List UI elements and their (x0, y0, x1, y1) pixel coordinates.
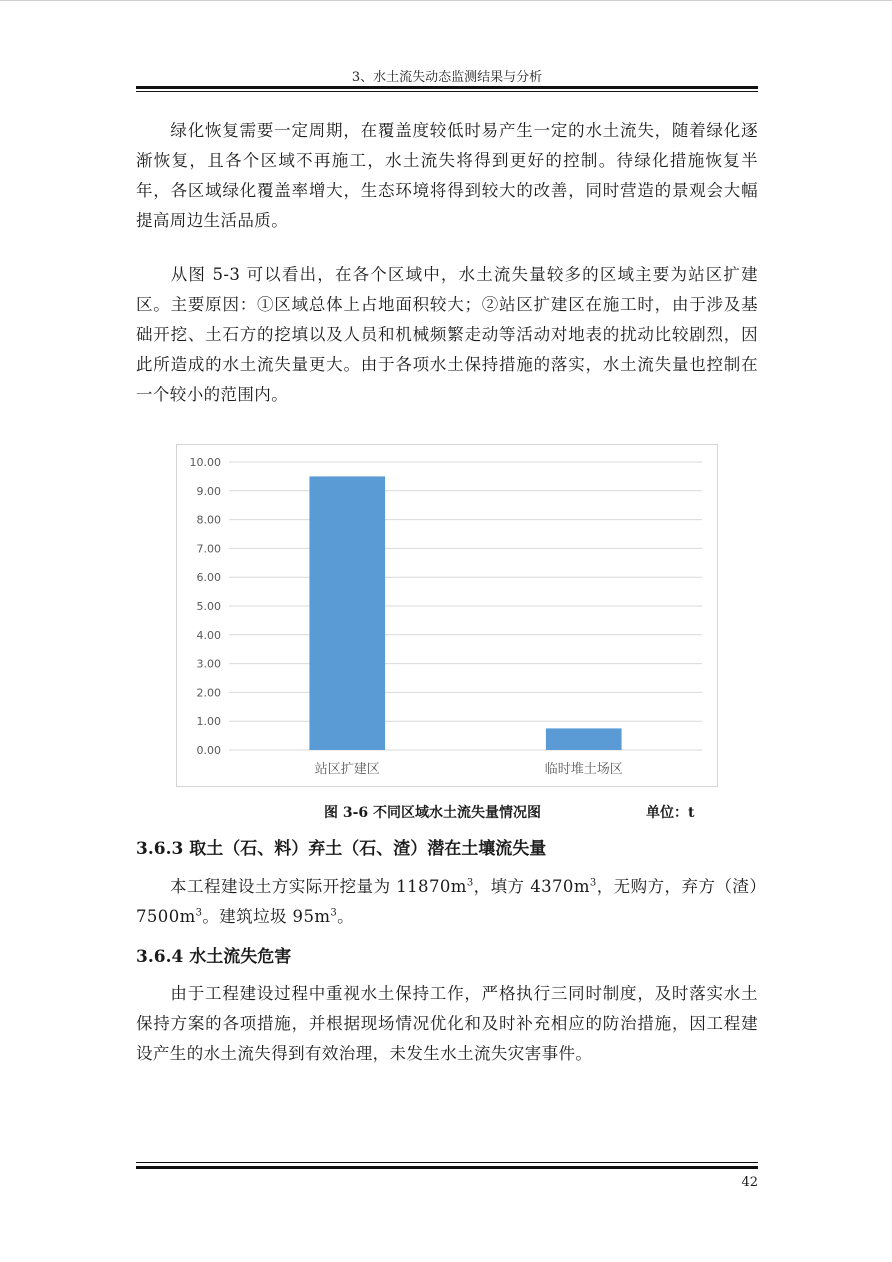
superscript-3: 3 (195, 907, 203, 919)
heading-3-6-4: 3.6.4 水土流失危害 (136, 947, 292, 967)
running-header: 3、水土流失动态监测结果与分析 (351, 70, 543, 85)
paragraph-hazard (136, 979, 758, 1069)
earthwork-fill: ，填方 4370m (473, 877, 590, 896)
y-tick-label: 1.00 (196, 715, 221, 729)
x-category-label: 站区扩建区 (314, 762, 380, 777)
y-tick-label: 9.00 (196, 484, 221, 498)
superscript-3: 3 (589, 877, 597, 889)
y-tick-label: 3.00 (196, 657, 221, 671)
figure-caption-row (136, 802, 758, 824)
y-tick-label: 10.00 (189, 456, 221, 469)
footer-rule-thin (136, 1162, 758, 1163)
superscript-3: 3 (330, 907, 338, 919)
paragraph-greening-text: 绿化恢复需要一定周期，在覆盖度较低时易产生一定的水土流失，随着绿化逐渐恢复，且各个区域不再施工，水土流失将得到更好的控制。待绿化措施恢复半年，各区域绿化覆盖率增大，生态环境将得到较大的改善，同时营造的景观会大幅提高周边生活品质。 (136, 121, 758, 230)
x-category-label: 临时堆土场区 (544, 762, 623, 777)
bar-chart (176, 444, 718, 787)
y-tick-label: 6.00 (196, 571, 221, 585)
paragraph-greening (136, 116, 758, 236)
earthwork-excavation: 本工程建设土方实际开挖量为 11870m (170, 877, 467, 896)
figure-unit: 单位：t (646, 805, 695, 821)
superscript-3: 3 (466, 877, 474, 889)
page-number: 42 (741, 1175, 758, 1190)
y-tick-label: 7.00 (196, 542, 221, 556)
earthwork-end: 。 (337, 907, 355, 926)
header-rule-thick (136, 86, 758, 89)
header-rule-thin (136, 91, 758, 92)
earthwork-spoil: ，无购方，弃方（渣）7500m (136, 877, 759, 926)
y-tick-label: 5.00 (196, 600, 221, 613)
y-tick-label: 2.00 (196, 686, 221, 700)
page-top-border (0, 0, 892, 1)
bar-chart-svg (177, 445, 717, 786)
paragraph-analysis-text: 从图 5-3 可以看出，在各个区域中，水土流失量较多的区域主要为站区扩建区。主要原因：①区域总体上占地面积较大；②站区扩建区在施工时，由于涉及基础开挖、土石方的挖填以及人员和机械频繁走动等活动对地表的扰动比较剧烈，因此所造成的水土流失量更大。由于各项水土保持措施的落实，水土流失量也控制在一个较小的范围内。 (136, 265, 758, 404)
earthwork-waste: 。建筑垃圾 95m (202, 907, 331, 926)
bar (309, 476, 385, 750)
figure-caption: 图 3-6 不同区域水土流失量情况图 (324, 805, 542, 821)
y-tick-label: 0.00 (196, 744, 221, 757)
paragraph-earthwork (136, 872, 758, 932)
paragraph-analysis (136, 260, 758, 410)
y-tick-label: 8.00 (196, 513, 221, 527)
bar (546, 728, 622, 750)
y-tick-label: 4.00 (196, 628, 221, 642)
paragraph-hazard-text: 由于工程建设过程中重视水土保持工作，严格执行三同时制度，及时落实水土保持方案的各项措施，并根据现场情况优化和及时补充相应的防治措施，因工程建设产生的水土流失得到有效治理，未发生水土流失灾害事件。 (136, 984, 758, 1063)
footer-rule-thick (136, 1166, 758, 1169)
heading-3-6-3: 3.6.3 取土（石、料）弃土（石、渣）潜在土壤流失量 (136, 839, 547, 859)
